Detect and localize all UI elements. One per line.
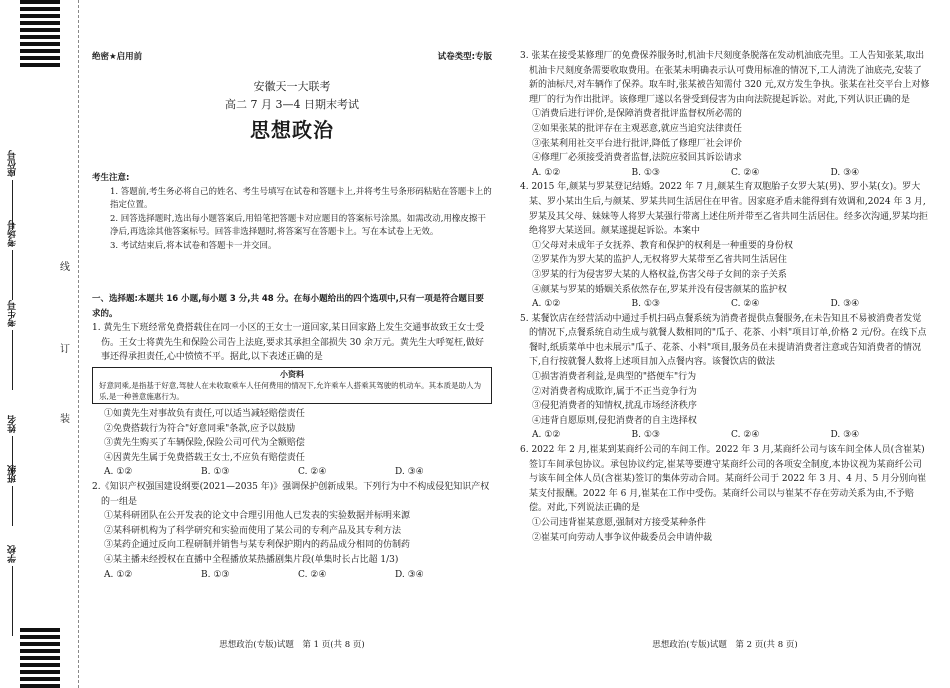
question-1-options [92,465,492,480]
option-c: C. ②④ [731,167,760,178]
question-4-stem: 4. 2015 年,颜某与罗某登记结婚。2022 年 7 月,颜某生育双胞胎子女罗大某(男)、罗小某(女)。罗大某、罗小某出生后,与颜某、罗某共同生活居住在甲省。因家庭矛盾未能得到有效调和,2024 年 3 月,罗某及其父母、妹妹等人将罗大某强行带离上述住所并带至乙省共同生活居住。经多次沟通,罗某均拒绝将罗大某送回。颜某遂提起诉讼。本案中 [520,182,928,237]
question-5-statement: ③侵犯消费者的知情权,扰乱市场经济秩序 [532,401,697,412]
question-5-statement: ①损害消费者利益,是典型的"搭便车"行为 [532,372,697,383]
option-c: C. ②④ [298,569,327,580]
question-1-statement: ②免费搭载行为符合"好意同乘"条款,应予以鼓励 [104,423,296,434]
paper-type-label: 试卷类型:专版 [437,52,492,62]
option-d: D. ③④ [830,299,860,310]
cut-mark-line: 线 [60,262,70,273]
option-d: D. ③④ [395,569,424,580]
page-header [92,50,492,65]
question-6-stem: 6. 2022 年 2 月,崔某到某商纤公司的车间工作。2022 年 3 月,某商纤公司与该车间全体人员(含崔某)签订车间承包协议。承包协议约定,崔某等要遵守某商纤公司的各项安全制度,本协议视为某商纤公司与该车间全体人员(含崔某)签订的集体劳动合同。某商纤公司于 2022 年 3 月、4 月、5 月分别向崔某支付报酬。2022 年 6 月,崔某在工作中受伤。某商纤公司以与崔某不存在劳动关系为由,不予赔偿。对此,下列说法正确的是 [520,445,927,514]
option-a: A. ①② [104,569,133,580]
bottom-barcode-stripes [20,628,60,688]
subject-title: 思想政治 [250,118,334,142]
exam-organizer-title: 安徽天一大联考 [253,80,331,93]
question-3-statement: ④修理厂必须接受消费者监督,法院应驳回其诉讼请求 [532,153,742,164]
question-3-statement: ③张某利用社交平台进行批评,降低了修理厂社会评价 [532,138,742,149]
school-field: 学校 [6,545,19,636]
question-4-statement: ②罗某作为罗大某的监护人,无权将罗大某带至乙省共同生活居住 [532,255,787,266]
question-5-stem: 5. 某餐饮店在经营活动中通过手机扫码点餐系统为消费者提供点餐服务,在未告知且不易被消费者发觉的情况下,点餐系统自动生成与就餐人数相同的"瓜子、花茶、小料"项目订单,价格 2 元/份。在线下点餐时,纸质菜单中也未展示"瓜子、花茶、小料"项目,服务员在未提请消费者注意或告知消费者的情况下,自行按就餐人数将上述项目加入点餐内容。该餐饮店的做法 [520,313,927,368]
binding-margin [0,0,80,688]
question-2-statement: ③某药企通过反向工程研制并销售与某专利保护期内的药品成分相同的仿制药 [104,540,411,551]
question-2-statement: ②某科研机构为了科学研究和实验而使用了某公司的专利产品及其专利方法 [104,525,402,536]
page-footer: 思想政治(专版)试题 第 1 页(共 8 页) [219,640,365,650]
question-3-statement: ①消费后进行评价,是保障消费者批评监督权所必需的 [532,109,742,120]
question-4-options [520,297,930,312]
question-3-statement: ②如果张某的批评存在主观恶意,就应当追究法律责任 [532,123,742,134]
option-b: B. ①③ [201,467,230,478]
question-6-statement: ①公司违背崔某意愿,强制对方接受某种条件 [532,518,706,528]
option-c: C. ②④ [731,430,760,441]
option-a: A. ①② [532,299,561,310]
candidate-notice [92,172,492,253]
option-b: B. ①③ [631,430,660,441]
question-2-stem: 2.《知识产权强国建设纲要(2021—2035 年)》强调保护创新成果。下列行为中不构成侵犯知识产权的一组是 [92,481,490,507]
cut-mark-pack: 装 [60,414,70,425]
question-4-statement: ③罗某的行为侵害罗大某的人格权益,伤害父母子女间的亲子关系 [532,269,787,280]
option-c: C. ②④ [298,467,327,478]
page-footer: 思想政治(专版)试题 第 2 页(共 8 页) [652,640,798,650]
option-d: D. ③④ [830,167,860,178]
secret-label: 绝密★启用前 [92,52,143,62]
exam-page-1 [92,0,492,688]
student-number-field: 考生号 [6,300,19,390]
class-field: 班级 [6,465,19,526]
option-a: A. ①② [532,167,561,178]
question-1-statement: ①如黄先生对事故负有责任,可以适当减轻赔偿责任 [104,408,305,419]
question-4-statement: ④颜某与罗某的婚姻关系依然存在,罗某并没有侵害颜某的监护权 [532,284,787,295]
question-1-statement: ③黄先生购买了车辆保险,保险公司可代为全额赔偿 [104,438,305,449]
option-d: D. ③④ [830,430,860,441]
question-1-statement: ④因黄先生属于免费搭载王女士,不应负有赔偿责任 [104,452,305,463]
option-c: C. ②④ [731,299,760,310]
option-b: B. ①③ [631,299,660,310]
question-2-options [92,568,492,583]
question-1-stem: 1. 黄先生下班经常免费搭载住在同一小区的王女士一道回家,某日回家路上发生交通事故致王女士受伤。王女士将黄先生和保险公司告上法庭,要求其承担全部损失 30 余万元。黄先生大呼冤枉,做好事还得承担责任,心中愤愤不平。据此,以下表述正确的是 [92,323,485,363]
option-b: B. ①③ [201,569,230,580]
page2-questions [520,49,930,545]
question-5-statement: ④违背自愿原则,侵犯消费者的自主选择权 [532,415,697,426]
section-heading: 一、选择题:本题共 16 小题,每小题 3 分,共 48 分。在每小题给出的四个选项中,只有一项是符合题目要求的。 [92,294,484,319]
cut-mark-bind: 订 [60,344,70,355]
exam-session-title: 高二 7 月 3—4 日期末考试 [225,98,359,111]
seat-number-field: 座位号 [6,150,19,230]
binding-dashed-line [78,0,80,688]
option-d: D. ③④ [395,467,424,478]
question-2-statement: ①某科研团队在公开发表的论文中合理引用他人已发表的实验数据并标明来源 [104,511,411,522]
page1-questions [92,292,492,582]
question-2-statement: ④某主播未经授权在直播中全程播放某热播剧集片段(单集时长占比超 1/3) [104,554,399,565]
question-3-stem: 3. 张某在接受某修理厂的免费保养服务时,机油卡尺刻度条脱落在发动机油底壳里。工人告知张某,取出机油卡尺刻度条需要收取费用。在张某未明确表示认可费用标准的情况下,工人清洗了油底壳,安装了新的油标尺,对车辆作了保养。取车时,张某被告知需付 320 元,双方发生争执。张某在社交平台上对修理厂的行为作出批评。该修理厂遂以名誉受到侵害为由向法院提起诉讼。对此,下列认识正确的是 [520,51,930,105]
exam-page-2 [520,0,930,688]
option-a: A. ①② [532,430,561,441]
question-5-statement: ②对消费者构成欺诈,属于不正当竞争行为 [532,386,697,397]
option-a: A. ①② [104,467,133,478]
top-barcode-stripes [20,0,60,70]
notice-title: 考生注意: [92,173,130,183]
question-6-statement: ②崔某可向劳动人事争议仲裁委员会申请仲裁 [532,532,713,543]
box-title: 小资料 [280,369,304,379]
notice-item: 1. 答题前,考生务必将自己的姓名、考生号填写在试卷和答题卡上,并将考生号条形码粘贴在答题卡上的指定位置。 [110,186,492,210]
question-3-options [520,166,930,181]
notice-item: 3. 考试结束后,将本试卷和答题卡一并交回。 [110,240,277,251]
box-text: 好意同乘,是指基于好意,驾驶人在未收取乘车人任何费用的情况下,允许乘车人搭乘其驾驶的机动车。其本质是助人为乐,是一种善意施惠行为。 [99,380,482,401]
name-field: 姓名 [6,415,19,476]
notice-item: 2. 回答选择题时,选出每小题答案后,用铅笔把答题卡对应题目的答案标号涂黑。如需改动,用橡皮擦干净后,再选涂其他答案标号。回答非选择题时,将答案写在答题卡上。写在本试卷上无效。 [110,213,486,237]
option-b: B. ①③ [631,167,660,178]
question-4-statement: ①父母对未成年子女抚养、教育和保护的权利是一种重要的身份权 [532,240,794,251]
reference-material-box [92,367,492,404]
question-5-options [520,428,930,443]
exam-room-field: 考场号 [6,220,19,300]
